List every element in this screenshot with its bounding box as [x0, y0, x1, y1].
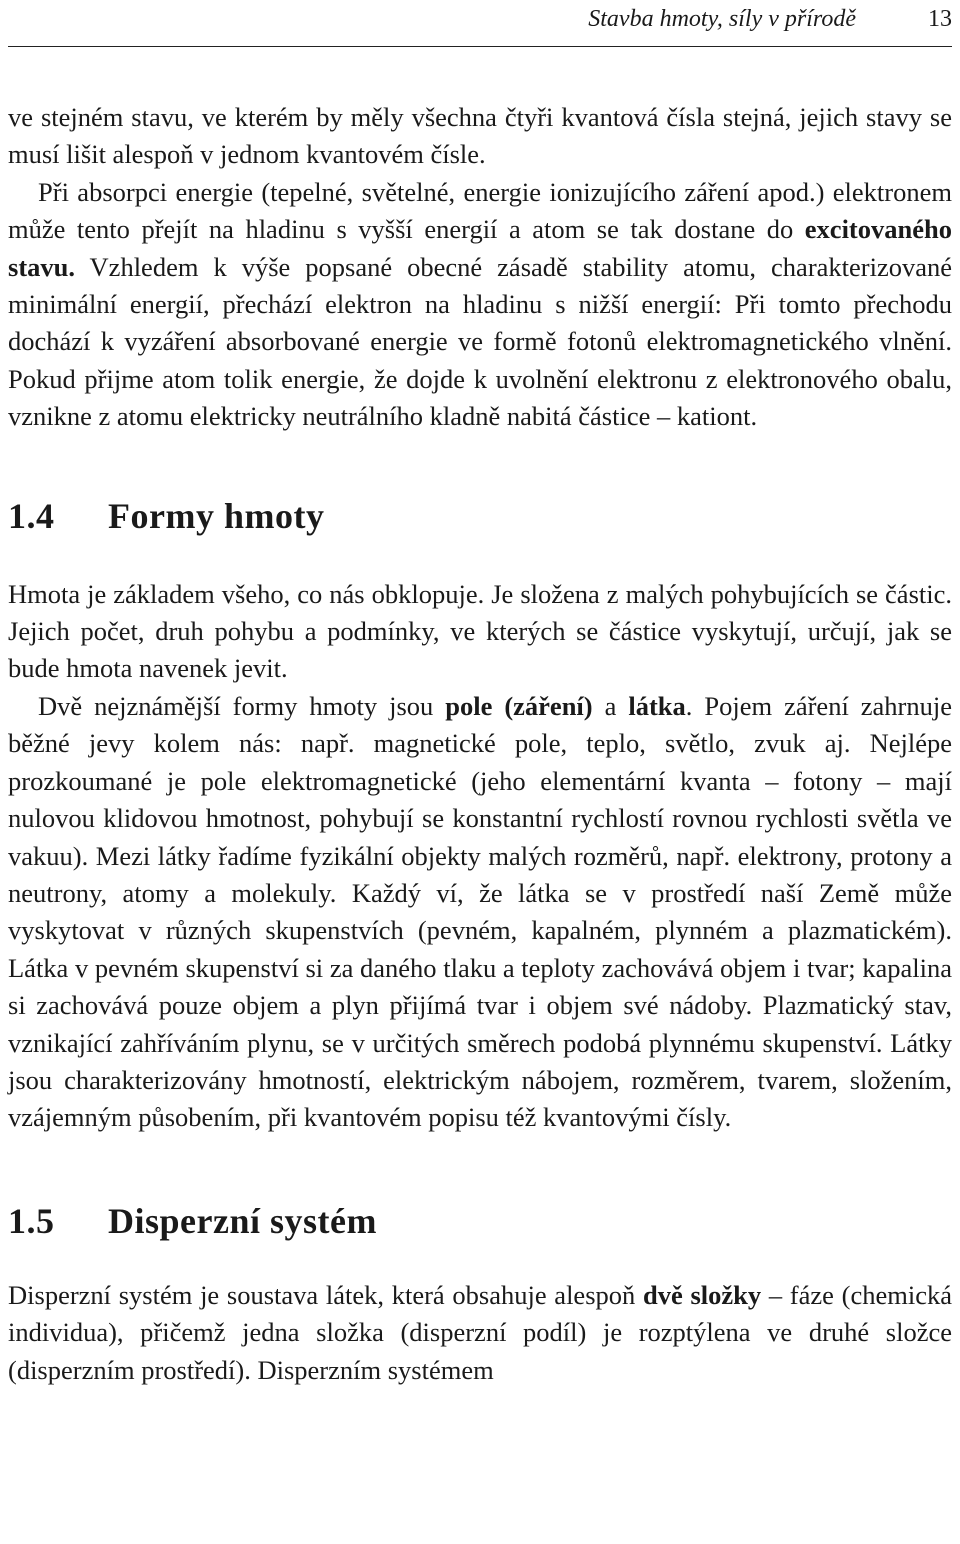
section-number: 1.5: [8, 1200, 55, 1241]
paragraph-matter-intro: Hmota je základem všeho, co nás obklopuje. Je složena z malých pohybujících se částic. Jejich počet, druh pohybu a podmínky, ve kterých se částice vyskytují, určují, jak se bude hmota navenek jevit.: [8, 578, 952, 684]
section-number: 1.4: [8, 495, 55, 536]
section-title: Disperzní systém: [108, 1200, 377, 1241]
running-title: Stavba hmoty, síly v přírodě: [588, 6, 856, 32]
paragraph-disperse-text-a: Disperzní systém je soustava látek, která obsahuje alespoň: [8, 1279, 643, 1310]
term-field-radiation: pole (záření): [445, 690, 593, 721]
section-heading-1-4: [8, 494, 952, 538]
paragraph-disperse-text-b: – fáze (chemická individua), přičemž jedna složka (disperzní podíl) je rozptýlena ve druhé složce (disperzním prostředí). Disperzním systémem: [8, 1279, 952, 1385]
paragraph-matter-forms-text-c: . Pojem záření zahrnuje běžné jevy kolem nás: např. magnetické pole, teplo, světlo, zvuk aj. Nejlépe prozkoumané je pole elektromagnetické (jeho elementární kvanta – fotony – mají nulovou klidovou hmotnost, pohybují se konstantní rychlostí rovnou rychlosti světla ve vakuu). Mezi látky řadíme fyzikální objekty malých rozměrů, např. elektrony, protony a neutrony, atomy a molekuly. Každý ví, že látka se v prostředí naší Země může vyskytovat v různých skupenstvích (pevném, kapalném, plynném a plazmatickém). Látka v pevném skupenství si za daného tlaku a teploty zachovává objem i tvar; kapalina si zachovává pouze objem a plyn přijímá tvar i objem své nádoby. Plazmatický stav, vznikající zahříváním plynu, se v určitých směrech podobá plynnému skupenství. Látky jsou charakterizovány hmotností, elektrickým nábojem, rozměrem, tvarem, složením, vzájemným působením, při kvantovém popisu též kvantovými čísly.: [8, 690, 953, 1133]
paragraph-excitation: [8, 174, 952, 436]
paragraph-matter-forms-text-b: a: [592, 690, 629, 721]
paragraph-continuation: ve stejném stavu, ve kterém by měly všechna čtyři kvantová čísla stejná, jejich stavy se musí lišit alespoň v jednom kvantovém čísle.: [8, 102, 952, 170]
term-substance: látka: [628, 690, 686, 721]
paragraph-matter-forms: [8, 688, 952, 1137]
running-header: [8, 0, 952, 47]
paragraph-disperse-system: [8, 1277, 952, 1389]
term-two-components: dvě složky: [642, 1279, 762, 1310]
paragraph-excitation-text-b: Vzhledem k výše popsané obecné zásadě stability atomu, charakterizované minimální energií, přechází elektron na hladinu s nižší energií: Při tomto přechodu dochází k vyzáření absorbované energie ve formě fotonů elektromagnetického vlnění. Pokud přijme atom tolik energie, že dojde k uvolnění elektronu z elektronového obalu, vznikne z atomu elektricky neutrálního kladně nabitá částice – kationt.: [8, 251, 952, 432]
page-number: 13: [928, 6, 952, 32]
paragraph-excitation-text-a: Při absorpci energie (tepelné, světelné, energie ionizujícího záření apod.) elektronem může tento přejít na hladinu s vyšší energií a atom se tak dostane do: [8, 176, 952, 245]
paragraph-matter-forms-text-a: Dvě nejznámější formy hmoty jsou: [38, 690, 446, 721]
document-page: [8, 0, 952, 1389]
section-heading-1-5: [8, 1199, 952, 1243]
section-title: Formy hmoty: [108, 495, 325, 536]
term-excited-state: excitovaného stavu.: [8, 214, 952, 282]
